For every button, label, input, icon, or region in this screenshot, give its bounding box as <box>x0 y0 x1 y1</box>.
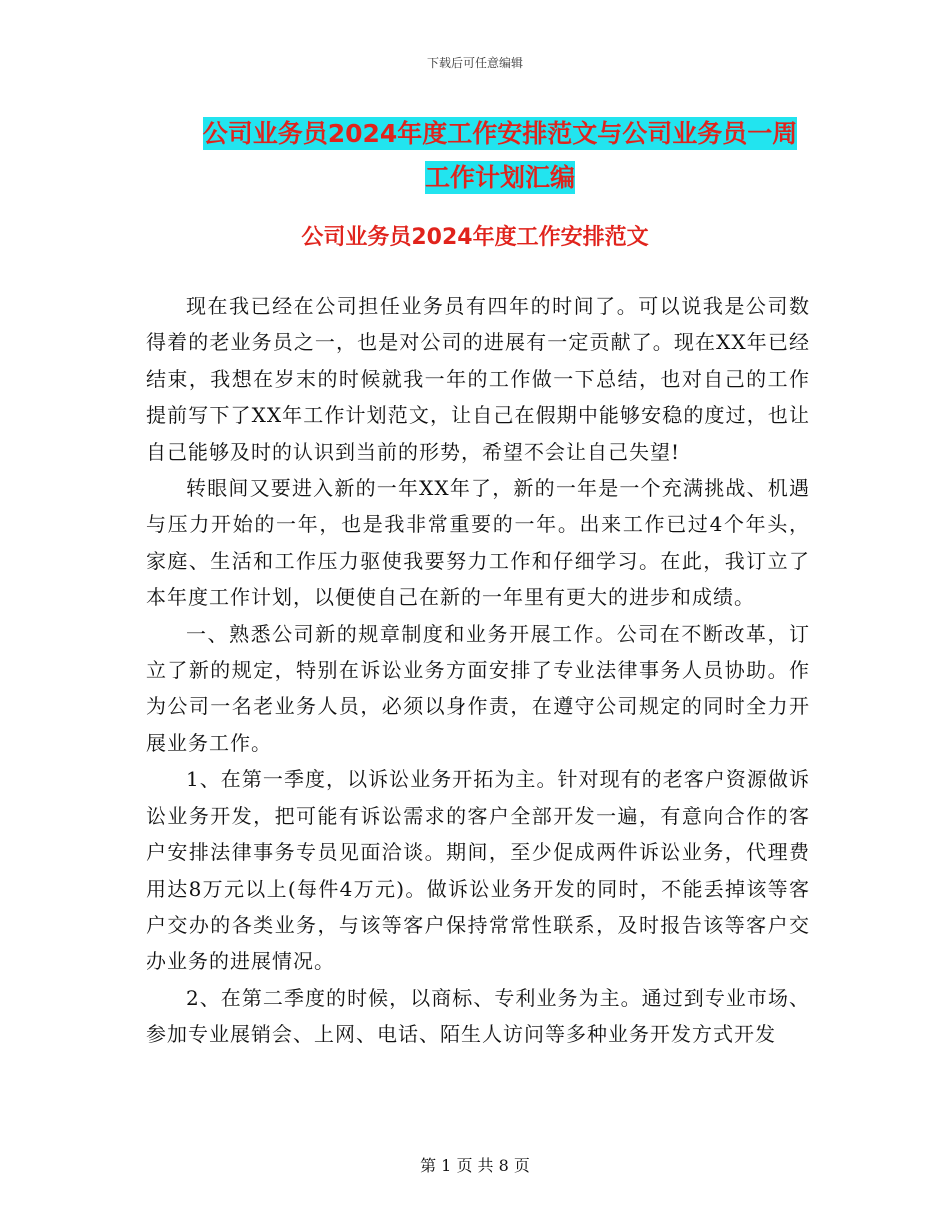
page-number-footer: 第 1 页 共 8 页 <box>420 1156 530 1175</box>
title-line-2: 工作计划汇编 <box>424 163 575 192</box>
section-title: 公司业务员2024年度工作安排范文 <box>301 225 649 250</box>
document-body <box>146 288 810 1053</box>
paragraph: 2、在第二季度的时候，以商标、专利业务为主。通过到专业市场、参加专业展销会、上网、电话、陌生人访问等多种业务开发方式开发 <box>146 985 810 1047</box>
paragraph: 一、熟悉公司新的规章制度和业务开展工作。公司在不断改革，订立了新的规定，特别在诉讼业务方面安排了专业法律事务人员协助。作为公司一名老业务人员，必须以身作责，在遵守公司规定的同时全力开展业务工作。 <box>146 621 810 755</box>
document-title <box>140 112 860 200</box>
paragraph: 现在我已经在公司担任业务员有四年的时间了。可以说我是公司数得着的老业务员之一，也是对公司的进展有一定贡献了。现在XX年已经结束，我想在岁末的时候就我一年的工作做一下总结，也对自己的工作提前写下了XX年工作计划范文，让自己在假期中能够安稳的度过，也让自己能够及时的认识到当前的形势，希望不会让自己失望! <box>146 294 810 464</box>
title-line-1: 公司业务员2024年度工作安排范文与公司业务员一周 <box>202 119 798 148</box>
page-header-note: 下载后可任意编辑 <box>426 56 523 70</box>
paragraph: 1、在第一季度，以诉讼业务开拓为主。针对现有的老客户资源做诉讼业务开发，把可能有诉讼需求的客户全部开发一遍，有意向合作的客户安排法律事务专员见面洽谈。期间，至少促成两件诉讼业务，代理费用达8万元以上(每件4万元)。做诉讼业务开发的同时，不能丢掉该等客户交办的各类业务，与该等客户保持常常性联系，及时报告该等客户交办业务的进展情况。 <box>146 767 810 974</box>
paragraph: 转眼间又要进入新的一年XX年了，新的一年是一个充满挑战、机遇与压力开始的一年，也是我非常重要的一年。出来工作已过4个年头，家庭、生活和工作压力驱使我要努力工作和仔细学习。在此，我订立了本年度工作计划，以便使自己在新的一年里有更大的进步和成绩。 <box>146 476 810 610</box>
